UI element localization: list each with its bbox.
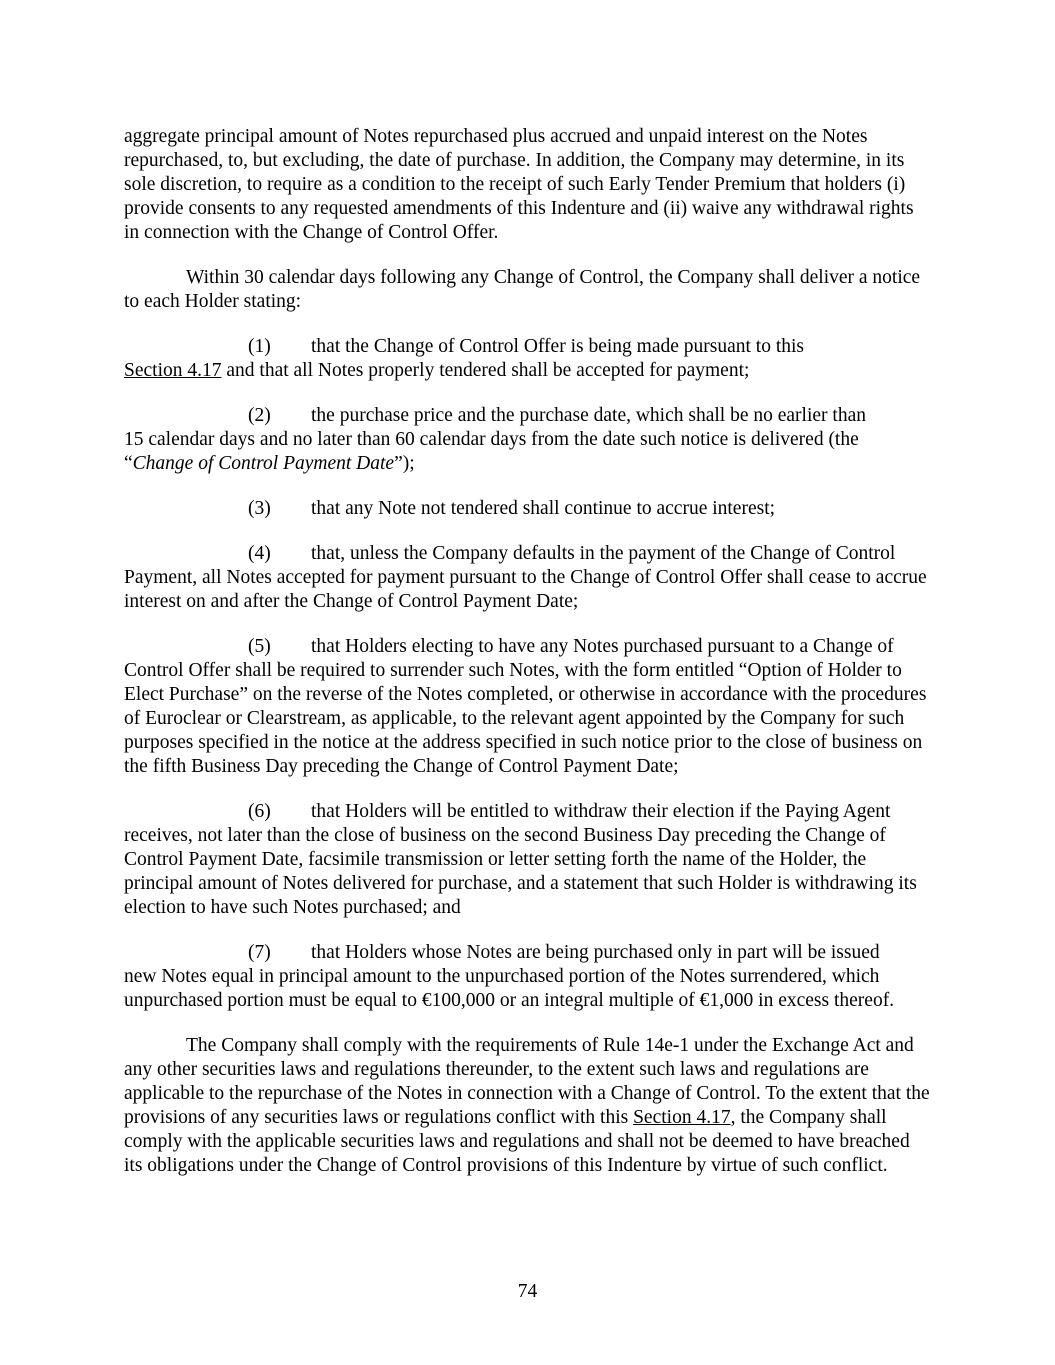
list-item-7 (124, 941, 932, 1013)
item-text: that Holders whose Notes are being purchased only in part will be issued (311, 942, 880, 963)
paragraph-compliance (124, 1034, 932, 1178)
section-reference-link[interactable]: Section 4.17 (124, 360, 222, 381)
item-text: the purchase price and the purchase date, which shall be no earlier than (311, 405, 866, 426)
item-number: (3) (248, 498, 271, 519)
item-text: that, unless the Company defaults in the payment of the Change of Control (311, 543, 896, 564)
item-text: that Holders will be entitled to withdraw their election if the Paying Agent (311, 801, 891, 822)
list-item-4 (124, 542, 932, 614)
item-text-end: ”); (394, 453, 415, 474)
section-reference-link[interactable]: Section 4.17 (633, 1107, 731, 1128)
item-text-continued: Control Offer shall be required to surrender such Notes, with the form entitled “Option of Holder to Elect Purchase” on the reverse of the Notes completed, or otherwise in accordance with the procedures of Euroclear or Clearstream, as applicable, to the relevant agent appointed by the Company for such purposes specified in the notice at the address specified in such notice prior to the close of business on the fifth Business Day preceding the Change of Control Payment Date; (124, 660, 927, 777)
item-text-continued: Payment, all Notes accepted for payment pursuant to the Change of Control Offer shall cease to accrue interest on and after the Change of Control Payment Date; (124, 567, 927, 612)
item-number: (5) (248, 636, 271, 657)
paragraph-continuation: aggregate principal amount of Notes repurchased plus accrued and unpaid interest on the Notes repurchased, to, but excluding, the date of purchase. In addition, the Company may determine, in its sole discretion, to require as a condition to the receipt of such Early Tender Premium that holders (i) provide consents to any requested amendments of this Indenture and (ii) waive any withdrawal rights in connection with the Change of Control Offer. (124, 126, 914, 243)
document-page (124, 125, 932, 1199)
item-number: (7) (248, 942, 271, 963)
item-text-continued: and that all Notes properly tendered shall be accepted for payment; (221, 360, 750, 381)
item-text-continued: 15 calendar days and no later than 60 calendar days from the date such notice is delivered (the “ (124, 429, 859, 474)
item-number: (4) (248, 543, 271, 564)
item-text-continued: new Notes equal in principal amount to the unpurchased portion of the Notes surrendered, which unpurchased portion must be equal to €100,000 or an integral multiple of €1,000 in excess thereof. (124, 966, 895, 1011)
item-number: (1) (248, 336, 271, 357)
page-number: 74 (517, 1281, 538, 1302)
item-text: that any Note not tendered shall continue to accrue interest; (311, 498, 776, 519)
paragraph-text: The Company shall comply with the requirements of Rule 14e-1 under the Exchange Act and any other securities laws and regulations thereunder, to the extent such laws and regulations are applicable to the repurchase of the Notes in connection with a Change of Control. To the extent that the provisions of any securities laws or regulations conflict with this (124, 1035, 930, 1128)
paragraph-notice-intro: Within 30 calendar days following any Change of Control, the Company shall deliver a notice to each Holder stating: (124, 267, 921, 312)
list-item-5 (124, 635, 932, 779)
list-item-3 (124, 497, 932, 521)
item-number: (2) (248, 405, 271, 426)
list-item-2 (124, 404, 932, 476)
item-text-continued: receives, not later than the close of business on the second Business Day preceding the Change of Control Payment Date, facsimile transmission or letter setting forth the name of the Holder, the principal amount of Notes delivered for purchase, and a statement that such Holder is withdrawing its election to have such Notes purchased; and (124, 825, 917, 918)
item-text: that Holders electing to have any Notes purchased pursuant to a Change of (311, 636, 894, 657)
item-number: (6) (248, 801, 271, 822)
defined-term: Change of Control Payment Date (132, 453, 395, 474)
paragraph-text-continued: , the Company shall comply with the applicable securities laws and regulations and shall not be deemed to have breached its obligations under the Change of Control provisions of this Indenture by virtue of such conflict. (124, 1107, 910, 1176)
list-item-1 (124, 335, 932, 383)
item-text: that the Change of Control Offer is being made pursuant to this (311, 336, 805, 357)
list-item-6 (124, 800, 932, 920)
